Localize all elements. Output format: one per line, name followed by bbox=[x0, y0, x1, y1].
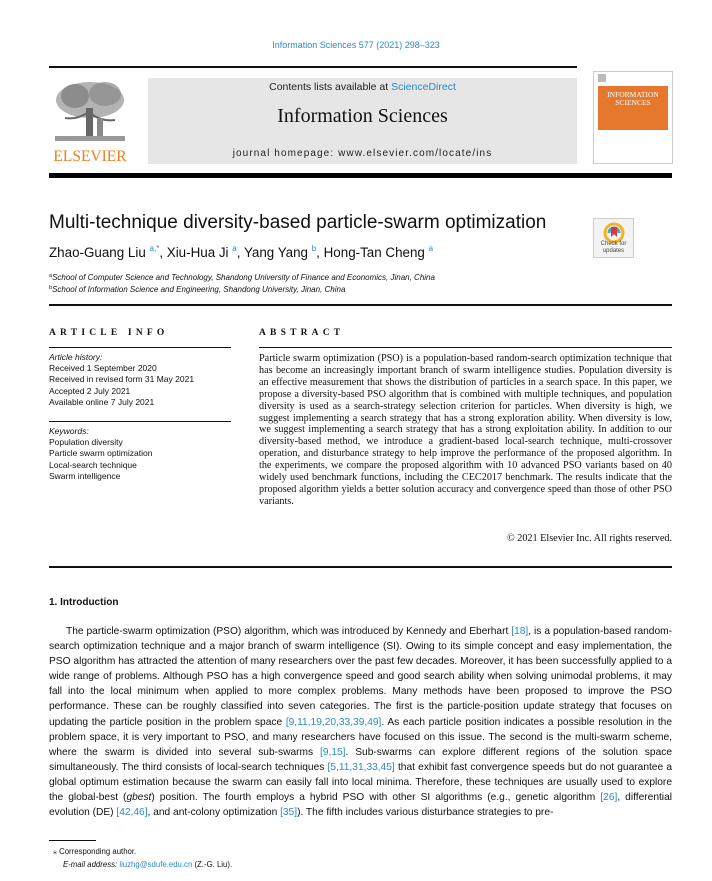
paragraph-text: . As each particle position indicates a possible resolution in the problem space, it is very important to PSO, and many researchers have focused on this issue. The second is the multi-swarm scheme, where the swarm is divided into several sub-swarms bbox=[49, 716, 672, 758]
journal-title: Information Sciences bbox=[277, 105, 448, 127]
article-title: Multi-technique diversity-based particle-swarm optimization bbox=[49, 212, 547, 233]
journal-cover-thumbnail[interactable] bbox=[593, 71, 673, 164]
citation-link[interactable]: [9,15] bbox=[320, 746, 346, 758]
contents-line bbox=[148, 81, 577, 93]
corresponding-author-note: ⁎ Corresponding author. bbox=[53, 847, 137, 856]
cover-logo-icon bbox=[598, 74, 606, 82]
citation-link[interactable]: [42,46] bbox=[116, 807, 148, 819]
journal-banner bbox=[148, 78, 577, 164]
author-separator: , bbox=[159, 245, 167, 260]
affiliation-mark: a bbox=[49, 273, 53, 279]
email-link[interactable]: liuzhg@sdufe.edu.cn bbox=[119, 860, 193, 869]
paragraph-text: that exhibit fast convergence speeds but do not guarantee a global optimum estimation because the swarm can easily fall into local minima. Therefore, these techniques are usually used to explore the global-best ( bbox=[49, 761, 673, 804]
history-item: Accepted 2 July 2021 bbox=[49, 385, 131, 396]
introduction-paragraph bbox=[49, 624, 672, 820]
crossmark-line1: Check for bbox=[600, 241, 627, 247]
author-name[interactable]: Xiu-Hua Ji bbox=[166, 245, 229, 260]
keyword-item[interactable]: Population diversity bbox=[49, 437, 123, 448]
crossmark-line2: updates bbox=[602, 247, 625, 254]
history-item: Received in revised form 31 May 2021 bbox=[49, 374, 195, 385]
author-separator: , bbox=[236, 245, 244, 260]
author-affil-mark[interactable]: a,* bbox=[149, 244, 160, 253]
article-history bbox=[49, 352, 231, 408]
cover-title-block bbox=[598, 86, 668, 130]
email-label: E-mail address: bbox=[63, 860, 120, 869]
elsevier-tree-icon bbox=[53, 78, 127, 144]
introduction-heading: 1. Introduction bbox=[49, 597, 119, 608]
author-name[interactable]: Yang Yang bbox=[243, 245, 308, 260]
history-item: Available online 7 July 2021 bbox=[49, 396, 155, 407]
emphasis-text: gbest bbox=[126, 792, 152, 804]
citation-link[interactable]: [35] bbox=[280, 807, 298, 819]
email-suffix: (Z.-G. Liu). bbox=[192, 860, 233, 869]
affiliation-text: School of Computer Science and Technology, Shandong University of Finance and Economics, Jinan, China bbox=[52, 273, 435, 282]
abstract-body: Particle swarm optimization (PSO) is a population-based random-search optimization technique that has become an increasingly important branch of swarm intelligence studies. Population diversity is an effective measurement that shows the distribution of particles in a search space. In this paper, we propose a diversity-based PSO algorithm that is combined with multiple techniques, and population diversity is used as a search-strategy selection criterion for particles. When diversity is high, we suggest implementing a search strategy that has a strong exploration ability. When diversity is low, we suggest implementing a search strategy that has a strong exploitation ability. In addition to our diversity-based method, we introduce a gradient-based local-search technique, multi-crossover operation, and disturbance strategy to help improve the performance of the proposed algorithm. In the experiments, we compare the proposed algorithm with 10 advanced PSO variants based on 40 widely used benchmark functions, including the CEC2017 benchmark. The results indicate that the proposed algorithm yields a better solution accuracy and convergence speed than those of other PSO variants. bbox=[259, 353, 672, 507]
author-separator: , bbox=[316, 245, 324, 260]
citation-link[interactable]: [26] bbox=[600, 792, 618, 804]
paragraph-text: , and ant-colony optimization bbox=[147, 807, 281, 819]
paragraph-text: The particle-swarm optimization (PSO) algorithm, which was introduced by Kennedy and Eberhart bbox=[66, 626, 512, 637]
check-for-updates-button[interactable] bbox=[593, 218, 634, 258]
header-bottom-rule bbox=[49, 173, 672, 178]
cover-title-line2: SCIENCES bbox=[615, 97, 651, 107]
keywords-heading: Keywords: bbox=[49, 426, 89, 436]
journal-homepage[interactable]: journal homepage: www.elsevier.com/locate/ins bbox=[232, 148, 493, 159]
citation-link[interactable]: [9,11,19,20,33,39,49] bbox=[285, 716, 382, 728]
elsevier-logo[interactable] bbox=[49, 78, 131, 166]
journal-citation[interactable]: Information Sciences 577 (2021) 298–323 bbox=[272, 40, 440, 50]
author-affil-mark[interactable]: b bbox=[311, 244, 317, 253]
author-name[interactable]: Zhao-Guang Liu bbox=[49, 245, 146, 260]
keywords-rule bbox=[49, 421, 231, 422]
paragraph-text: , is a population-based random-search optimization technique and a major branch of swarm intelligence (SI). Owing to its simple concept and easy implementation, the PSO algorithm has attracted the attention of many researchers over the past few decades. Moreover, it has been successfully applied to a wide range of problems. Although PSO has a high convergence speed and good search ability when solving unimodal problems, it may fall into the local minimum when applied to more complex problems. Many methods have been proposed to improve the PSO performance. These can be roughly classified into seven categories. The first is the particle-position update strategy that focuses on updating the particle position in the problem space bbox=[49, 626, 672, 728]
affiliation-text: School of Information Science and Engineering, Shandong University, Jinan, China bbox=[52, 285, 346, 294]
copyright-notice: © 2021 Elsevier Inc. All rights reserved. bbox=[506, 533, 672, 544]
article-history-heading: Article history: bbox=[49, 352, 103, 362]
header-top-rule bbox=[49, 66, 577, 68]
keyword-item[interactable]: Particle swarm optimization bbox=[49, 448, 153, 459]
keyword-item[interactable]: Swarm intelligence bbox=[49, 470, 121, 481]
sciencedirect-link[interactable]: ScienceDirect bbox=[391, 81, 456, 93]
footnote-rule bbox=[49, 840, 96, 841]
history-item: Received 1 September 2020 bbox=[49, 363, 157, 374]
paragraph-text: ) position. The fourth employs a hybrid PSO with other SI algorithms (e.g., genetic algorithm bbox=[151, 792, 601, 804]
contents-prefix: Contents lists available at bbox=[269, 81, 392, 93]
paragraph-text: , differential evolution (DE) bbox=[49, 792, 673, 819]
keyword-item[interactable]: Local-search technique bbox=[49, 459, 137, 470]
affiliation-b bbox=[49, 285, 345, 294]
paragraph-text: ). The fifth includes various disturbance strategies to pre- bbox=[297, 807, 554, 819]
citation-link[interactable]: [5,11,31,33,45] bbox=[327, 761, 395, 773]
paragraph-text: . Sub-swarms can explore different regions of the solution space simultaneously. The third consists of local-search techniques bbox=[49, 746, 672, 773]
introduction-body bbox=[49, 624, 672, 820]
abstract-bottom-rule bbox=[49, 566, 672, 568]
abstract-heading: ABSTRACT bbox=[259, 328, 345, 338]
author-list bbox=[49, 244, 433, 260]
author-affil-mark[interactable]: a bbox=[232, 244, 237, 253]
abstract-rule bbox=[259, 347, 672, 348]
author-name[interactable]: Hong-Tan Cheng bbox=[323, 245, 425, 260]
article-info-heading: ARTICLE INFO bbox=[49, 328, 169, 338]
email-footnote bbox=[63, 860, 232, 869]
affiliation-a bbox=[49, 273, 435, 282]
elsevier-wordmark: ELSEVIER bbox=[53, 148, 127, 165]
affiliation-divider bbox=[49, 304, 672, 306]
cover-title-line1: INFORMATION bbox=[607, 90, 659, 99]
author-affil-mark[interactable]: a bbox=[428, 244, 434, 253]
citation-link[interactable]: [18] bbox=[511, 626, 529, 637]
article-info-rule bbox=[49, 347, 231, 348]
affiliation-mark: b bbox=[49, 285, 53, 291]
keywords-block bbox=[49, 426, 231, 482]
